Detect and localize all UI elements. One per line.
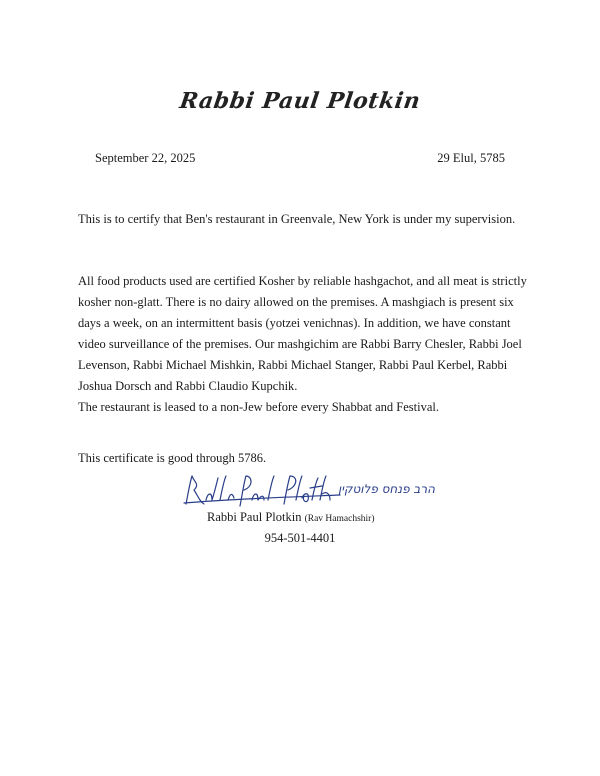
- hebrew-date: 29 Elul, 5785: [437, 151, 505, 165]
- lease-paragraph: The restaurant is leased to a non-Jew before every Shabbat and Festival.: [78, 400, 439, 414]
- hebrew-signature: הרב פנחס פלוטקין: [338, 482, 435, 496]
- details-paragraph: All food products used are certified Kosher by reliable hashgachot, and all meat is strictly kosher non-glatt. There is no dairy allowed on the premises. A mashgiach is present six days a week, on an intermittent basis (yotzei venichnas). In addition, we have constant video surveillance of the premises. Our mashgichim are Rabbi Barry Chesler, Rabbi Joel Levenson, Rabbi Michael Mishkin, Rabbi Michael Stanger, Rabbi Paul Kerbel, Rabbi Joshua Dorsch and Rabbi Claudio Kupchik.: [78, 274, 527, 393]
- validity-paragraph: This certificate is good through 5786.: [78, 451, 267, 465]
- signatory-name: Rabbi Paul Plotkin: [207, 510, 302, 524]
- gregorian-date: September 22, 2025: [95, 151, 196, 165]
- certification-paragraph: This is to certify that Ben's restaurant in Greenvale, New York is under my supervision.: [78, 212, 516, 226]
- signatory-phone: 954-501-4401: [264, 531, 336, 545]
- letterhead-name: Rabbi Paul Plotkin: [177, 88, 423, 114]
- details-block: [78, 271, 530, 418]
- signatory-title: (Rav Hamachshir): [304, 514, 375, 524]
- handwritten-signature: [180, 470, 460, 510]
- signatory-block: [207, 510, 374, 525]
